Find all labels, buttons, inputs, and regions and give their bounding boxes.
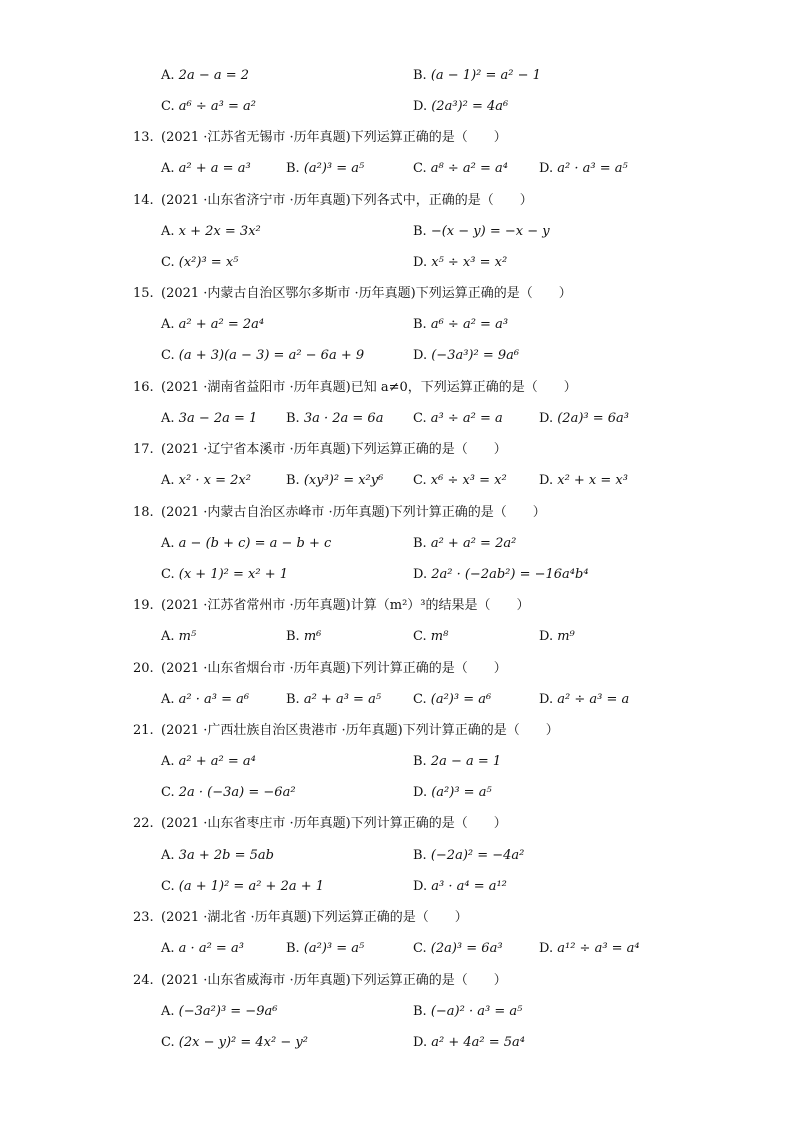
- question-text: (2021 ·内蒙古自治区鄂尔多斯市 ·历年真题)下列运算正确的是（ ）: [161, 286, 572, 301]
- question-21-options-row1: [0, 751, 794, 773]
- question-22-stem: [0, 813, 794, 835]
- option-b: B. 2a − a = 1: [413, 754, 502, 769]
- question-14-stem: [0, 190, 794, 212]
- option-d: D. m⁹: [539, 629, 575, 644]
- question-23-options: [0, 938, 794, 960]
- question-19-options: [0, 626, 794, 648]
- option-a: A. 2a − a = 2: [161, 68, 250, 83]
- question-16-options: [0, 408, 794, 430]
- option-c: C. (x²)³ = x⁵: [161, 255, 239, 270]
- question-24-options-row2: [0, 1032, 794, 1054]
- question-15-options-row1: [0, 314, 794, 336]
- option-c: C. (a²)³ = a⁶: [413, 692, 492, 707]
- question-number: 22.: [133, 816, 154, 831]
- question-23-stem: [0, 907, 794, 929]
- question-text: (2021 ·山东省枣庄市 ·历年真题)下列计算正确的是（ ）: [161, 816, 507, 831]
- question-text: (2021 ·江苏省无锡市 ·历年真题)下列运算正确的是（ ）: [161, 130, 507, 145]
- question-14-options-row2: [0, 252, 794, 274]
- question-number: 15.: [133, 286, 154, 301]
- option-a: A. a − (b + c) = a − b + c: [161, 536, 332, 551]
- option-a: A. x + 2x = 3x²: [161, 224, 261, 239]
- option-a: A. 3a + 2b = 5ab: [161, 848, 274, 863]
- option-b: B. (xy³)² = x²y⁶: [286, 473, 384, 488]
- question-number: 17.: [133, 442, 154, 457]
- question-number: 14.: [133, 193, 154, 208]
- option-c: C. a⁸ ÷ a² = a⁴: [413, 161, 508, 176]
- question-text: (2021 ·山东省济宁市 ·历年真题)下列各式中，正确的是（ ）: [161, 193, 533, 208]
- option-d: D. a² · a³ = a⁵: [539, 161, 628, 176]
- question-17-options: [0, 470, 794, 492]
- option-c: C. (a + 1)² = a² + 2a + 1: [161, 879, 325, 894]
- question-text: (2021 ·江苏省常州市 ·历年真题)计算（m²）³的结果是（ ）: [161, 598, 530, 613]
- question-15-stem: [0, 283, 794, 305]
- option-d: D. (−3a³)² = 9a⁶: [413, 348, 520, 363]
- option-c: C. x⁶ ÷ x³ = x²: [413, 473, 507, 488]
- option-row: [0, 96, 794, 118]
- question-number: 18.: [133, 505, 154, 520]
- question-number: 23.: [133, 910, 154, 925]
- option-a: A. a · a² = a³: [161, 941, 244, 956]
- option-a: A. a² · a³ = a⁶: [161, 692, 250, 707]
- question-21-options-row2: [0, 782, 794, 804]
- question-18-stem: [0, 502, 794, 524]
- question-number: 21.: [133, 723, 154, 738]
- question-text: (2021 ·湖南省益阳市 ·历年真题)已知 a≠0，下列运算正确的是（ ）: [161, 380, 577, 395]
- question-number: 13.: [133, 130, 154, 145]
- question-20-stem: [0, 658, 794, 680]
- option-c: C. a³ ÷ a² = a: [413, 411, 503, 426]
- question-text: (2021 ·内蒙古自治区赤峰市 ·历年真题)下列计算正确的是（ ）: [161, 505, 546, 520]
- question-19-stem: [0, 595, 794, 617]
- question-15-options-row2: [0, 345, 794, 367]
- question-17-stem: [0, 439, 794, 461]
- option-c: C. (x + 1)² = x² + 1: [161, 567, 289, 582]
- option-a: A. a² + a² = 2a⁴: [161, 317, 265, 332]
- option-c: C. (2x − y)² = 4x² − y²: [161, 1035, 308, 1050]
- option-a: A. m⁵: [161, 629, 197, 644]
- option-d: D. a² + 4a² = 5a⁴: [413, 1035, 525, 1050]
- option-b: B. a⁶ ÷ a² = a³: [413, 317, 509, 332]
- option-a: A. 3a − 2a = 1: [161, 411, 258, 426]
- question-13-options: [0, 158, 794, 180]
- option-b: B. (−a)² · a³ = a⁵: [413, 1004, 523, 1019]
- option-d: D. (2a³)² = 4a⁶: [413, 99, 509, 114]
- option-d: D. 2a² · (−2ab²) = −16a⁴b⁴: [413, 567, 589, 582]
- question-24-stem: [0, 970, 794, 992]
- option-b: B. −(x − y) = −x − y: [413, 224, 550, 239]
- question-number: 19.: [133, 598, 154, 613]
- option-b: B. a² + a² = 2a²: [413, 536, 517, 551]
- option-a: A. a² + a² = a⁴: [161, 754, 256, 769]
- question-text: (2021 ·山东省威海市 ·历年真题)下列运算正确的是（ ）: [161, 973, 507, 988]
- question-14-options-row1: [0, 221, 794, 243]
- option-d: D. x⁵ ÷ x³ = x²: [413, 255, 508, 270]
- option-row: [0, 65, 794, 87]
- option-c: C. 2a · (−3a) = −6a²: [161, 785, 296, 800]
- question-text: (2021 ·广西壮族自治区贵港市 ·历年真题)下列计算正确的是（ ）: [161, 723, 559, 738]
- option-b: B. m⁶: [286, 629, 322, 644]
- option-b: B. a² + a³ = a⁵: [286, 692, 382, 707]
- question-number: 20.: [133, 661, 154, 676]
- question-18-options-row1: [0, 533, 794, 555]
- option-c: C. a⁶ ÷ a³ = a²: [161, 99, 256, 114]
- option-a: A. a² + a = a³: [161, 161, 251, 176]
- question-number: 24.: [133, 973, 154, 988]
- option-d: D. a¹² ÷ a³ = a⁴: [539, 941, 640, 956]
- option-c: C. (2a)³ = 6a³: [413, 941, 503, 956]
- option-c: C. m⁸: [413, 629, 449, 644]
- option-b: B. 3a · 2a = 6a: [286, 411, 384, 426]
- question-text: (2021 ·山东省烟台市 ·历年真题)下列计算正确的是（ ）: [161, 661, 507, 676]
- option-a: A. x² · x = 2x²: [161, 473, 251, 488]
- question-22-options-row2: [0, 876, 794, 898]
- question-16-stem: [0, 377, 794, 399]
- option-d: D. x² + x = x³: [539, 473, 628, 488]
- question-21-stem: [0, 720, 794, 742]
- option-d: D. a² ÷ a³ = a: [539, 692, 630, 707]
- question-13-stem: [0, 127, 794, 149]
- question-20-options: [0, 689, 794, 711]
- question-text: (2021 ·湖北省 ·历年真题)下列运算正确的是（ ）: [161, 910, 468, 925]
- option-a: A. (−3a²)³ = −9a⁶: [161, 1004, 278, 1019]
- option-b: B. (a²)³ = a⁵: [286, 941, 365, 956]
- option-b: B. (a²)³ = a⁵: [286, 161, 365, 176]
- option-b: B. (a − 1)² = a² − 1: [413, 68, 541, 83]
- option-d: D. (a²)³ = a⁵: [413, 785, 492, 800]
- question-24-options-row1: [0, 1001, 794, 1023]
- option-c: C. (a + 3)(a − 3) = a² − 6a + 9: [161, 348, 365, 363]
- option-d: D. (2a)³ = 6a³: [539, 411, 630, 426]
- option-b: B. (−2a)² = −4a²: [413, 848, 525, 863]
- question-number: 16.: [133, 380, 154, 395]
- option-d: D. a³ · a⁴ = a¹²: [413, 879, 507, 894]
- question-18-options-row2: [0, 564, 794, 586]
- question-text: (2021 ·辽宁省本溪市 ·历年真题)下列运算正确的是（ ）: [161, 442, 507, 457]
- question-22-options-row1: [0, 845, 794, 867]
